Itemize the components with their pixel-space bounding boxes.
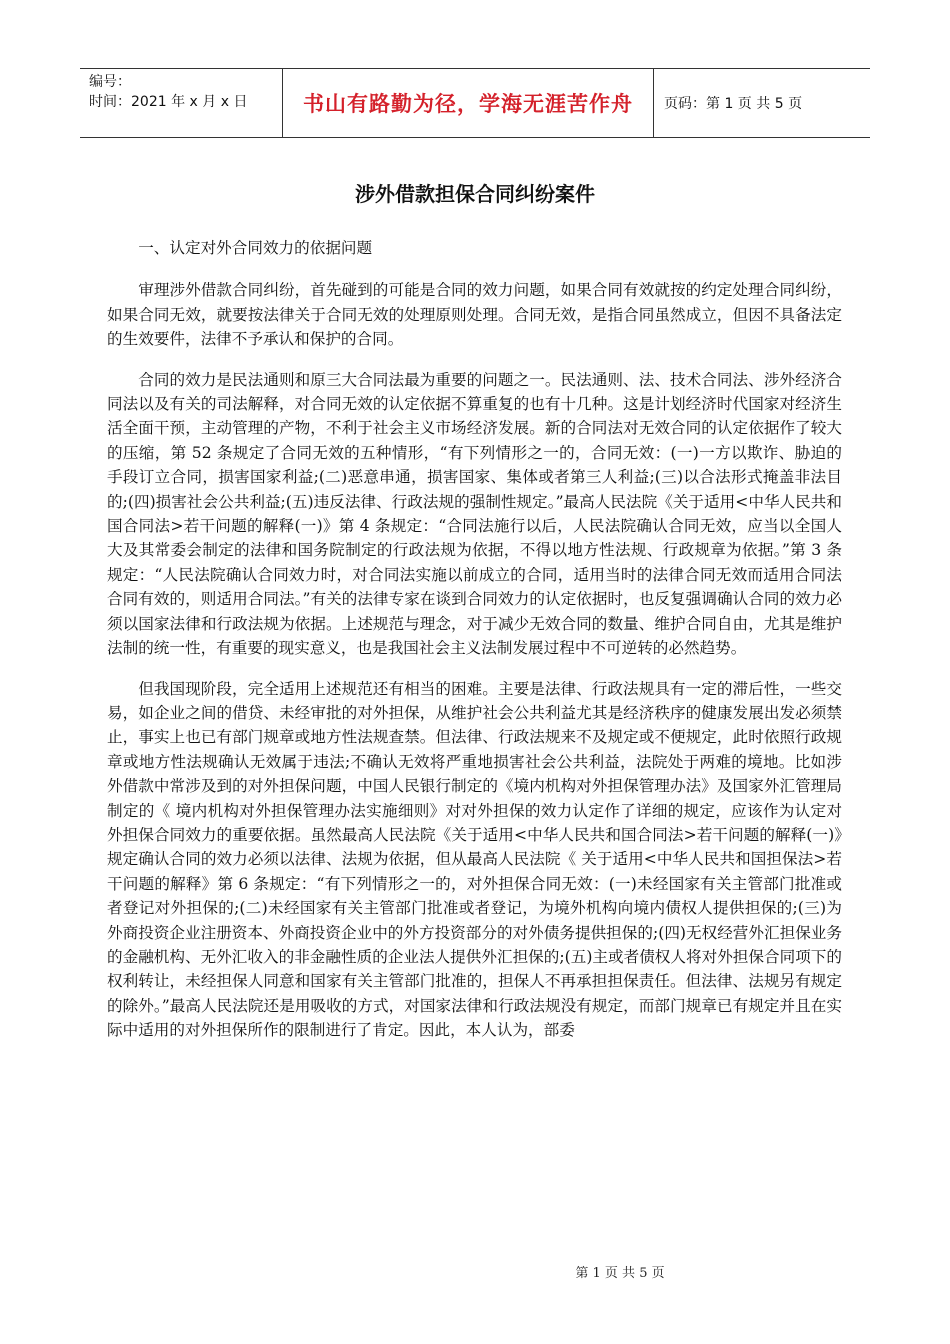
paragraph-3: 但我国现阶段，完全适用上述规范还有相当的困难。主要是法律、行政法规具有一定的滞后性，一些交易，如企业之间的借贷、未经审批的对外担保，从维护社会公共利益尤其是经济秩序的健康发展出发必须禁止，事实上也已有部门规章或地方性法规查禁。但法律、行政法规来不及规定或不便规定，此时依照行政规章或地方性法规确认无效属于违法;不确认无效将严重地损害社会公共利益，法院处于两难的境地。比如涉外借款中常涉及到的对外担保问题，中国人民银行制定的《境内机构对外担保管理办法》及国家外汇管理局制定的《 境内机构对外担保管理办法实施细则》对对外担保的效力认定作了详细的规定，应该作为认定对外担保合同效力的重要依据。虽然最高人民法院《关于适用<中华人民共和国合同法>若干问题的解释(一)》规定确认合同的效力必须以法律、法规为依据，但从最高人民法院《 关于适用<中华人民共和国担保法>若干问题的解释》第 6 条规定：“有下列情形之一的，对外担保合同无效：(一)未经国家有关主管部门批准或者登记对外担保的;(二)未经国家有关主管部门批准或者登记，为境外机构向境内债权人提供担保的;(三)为外商投资企业注册资本、外商投资企业中的外方投资部分的对外债务提供担保的;(四)无权经营外汇担保业务的金融机构、无外汇收入的非金融性质的企业法人提供外汇担保的;(五)主或者债权人将对外担保合同项下的权利转让，未经担保人同意和国家有关主管部门批准的，担保人不再承担担保责任。但法律、法规另有规定的除外。”最高人民法院还是用吸收的方式，对国家法律和行政法规没有规定，而部门规章已有规定并且在实际中适用的对外担保所作的限制进行了肯定。因此，本人认为，部委 bbox=[107, 679, 842, 1040]
document-number-label: 编号： bbox=[89, 74, 131, 90]
page-footer: 第 1 页 共 5 页 bbox=[575, 1266, 665, 1281]
document-header bbox=[80, 68, 870, 138]
paragraph-2: 合同的效力是民法通则和原三大合同法最为重要的问题之一。民法通则、法、技术合同法、涉外经济合同法以及有关的司法解释，对合同无效的认定依据不算重复的也有十几种。这是计划经济时代国家对经济生活全面干预，主动管理的产物，不利于社会主义市场经济发展。新的合同法对无效合同的认定依据作了较大的压缩，第 52 条规定了合同无效的五种情形，“有下列情形之一的，合同无效：(一)一方以欺诈、胁迫的手段订立合同，损害国家利益;(二)恶意串通，损害国家、集体或者第三人利益;(三)以合法形式掩盖非法目的;(四)损害社会公共利益;(五)违反法律、行政法规的强制性规定。”最高人民法院《关于适用<中华人民共和国合同法>若干问题的解释(一)》第 4 条规定：“合同法施行以后，人民法院确认合同无效，应当以全国人大及其常委会制定的法律和国务院制定的行政法规为依据，不得以地方性法规、行政规章为依据。”第 3 条规定：“人民法院确认合同效力时，对合同法实施以前成立的合同，适用当时的法律合同无效而适用合同法合同有效的，则适用合同法。”有关的法律专家在谈到合同效力的认定依据时，也反复强调确认合同的效力必须以国家法律和行政法规为依据。上述规范与理念，对于减少无效合同的数量、维护合同自由，尤其是维护法制的统一性，有重要的现实意义，也是我国社会主义法制发展过程中不可逆转的必然趋势。 bbox=[107, 370, 842, 658]
document-date-label: 时间：2021 年 x 月 x 日 bbox=[89, 94, 248, 110]
paragraph-1: 审理涉外借款合同纠纷，首先碰到的可能是合同的效力问题，如果合同有效就按的约定处理合同纠纷，如果合同无效，就要按法律关于合同无效的处理原则处理。合同无效，是指合同虽然成立，但因不具备法定的生效要件，法律不予承认和保护的合同。 bbox=[107, 281, 842, 349]
header-page-info-cell bbox=[654, 69, 870, 137]
document-body bbox=[107, 236, 842, 1059]
header-page-info: 页码：第 1 页 共 5 页 bbox=[664, 96, 803, 112]
header-motto: 书山有路勤为径，学海无涯苦作舟 bbox=[303, 92, 633, 116]
section-heading: 一、认定对外合同效力的依据问题 bbox=[138, 239, 373, 257]
document-title: 涉外借款担保合同纠纷案件 bbox=[355, 182, 595, 206]
header-meta bbox=[80, 69, 282, 137]
header-motto-cell bbox=[282, 69, 654, 137]
